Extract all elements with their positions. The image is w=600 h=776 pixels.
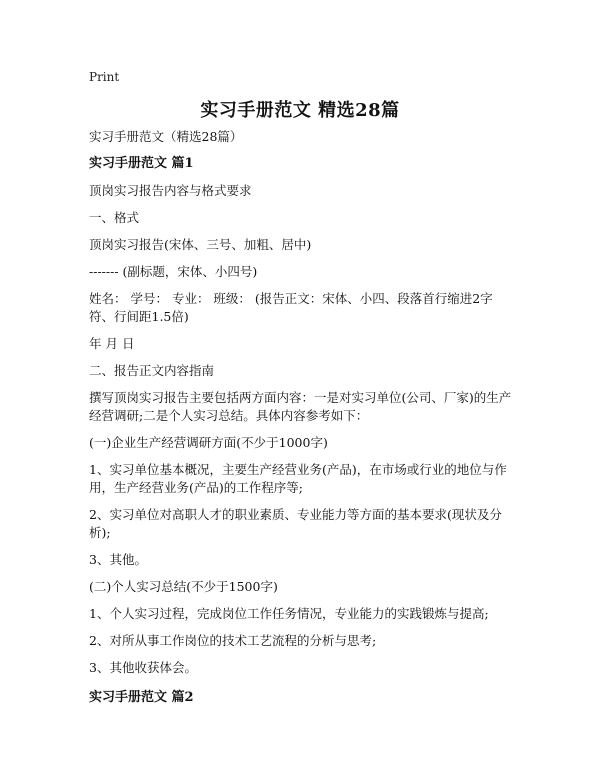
paragraph: 一、格式 (89, 210, 140, 225)
paragraph: 顶岗实习报告(宋体、三号、加粗、居中) (89, 237, 312, 252)
paragraph: 1、个人实习过程，完成岗位工作任务情况，专业能力的实践锻炼与提高; (89, 606, 489, 621)
paragraph: 二、报告正文内容指南 (89, 363, 215, 378)
paragraph: 2、实习单位对高职人才的职业素质、专业能力等方面的基本要求(现状及分析); (89, 507, 502, 540)
paragraph: 撰写顶岗实习报告主要包括两方面内容：一是对实习单位(公司、厂家)的生产经营调研;二是个人实习总结。具体内容参考如下： (89, 390, 512, 423)
paragraph: 姓名： 学号： 专业： 班级： (报告正文：宋体、小四、段落首行缩进2字符、行间距1.5倍) (89, 291, 493, 324)
subtitle-paragraph: 实习手册范文（精选28篇） (89, 129, 243, 144)
paragraph: 顶岗实习报告内容与格式要求 (89, 183, 252, 198)
paragraph: (二)个人实习总结(不少于1500字) (89, 579, 278, 594)
paragraph: 3、其他。 (89, 552, 147, 567)
print-label[interactable]: Print (89, 70, 120, 84)
section-heading-1: 实习手册范文 篇1 (89, 156, 194, 171)
paragraph: 年 月 日 (89, 336, 135, 351)
paragraph: 1、实习单位基本概况，主要生产经营业务(产品)，在市场或行业的地位与作用，生产经营业务(产品)的工作程序等; (89, 462, 507, 495)
paragraph: ------- (副标题，宋体、小四号) (89, 264, 258, 279)
paragraph: 3、其他收获体会。 (89, 660, 197, 675)
paragraph: (一)企业生产经营调研方面(不少于1000字) (89, 435, 328, 450)
document-body (89, 128, 517, 716)
paragraph: 2、对所从事工作岗位的技术工艺流程的分析与思考; (89, 633, 377, 648)
section-heading-2: 实习手册范文 篇2 (89, 690, 194, 705)
document-title: 实习手册范文 精选28篇 (200, 100, 400, 121)
